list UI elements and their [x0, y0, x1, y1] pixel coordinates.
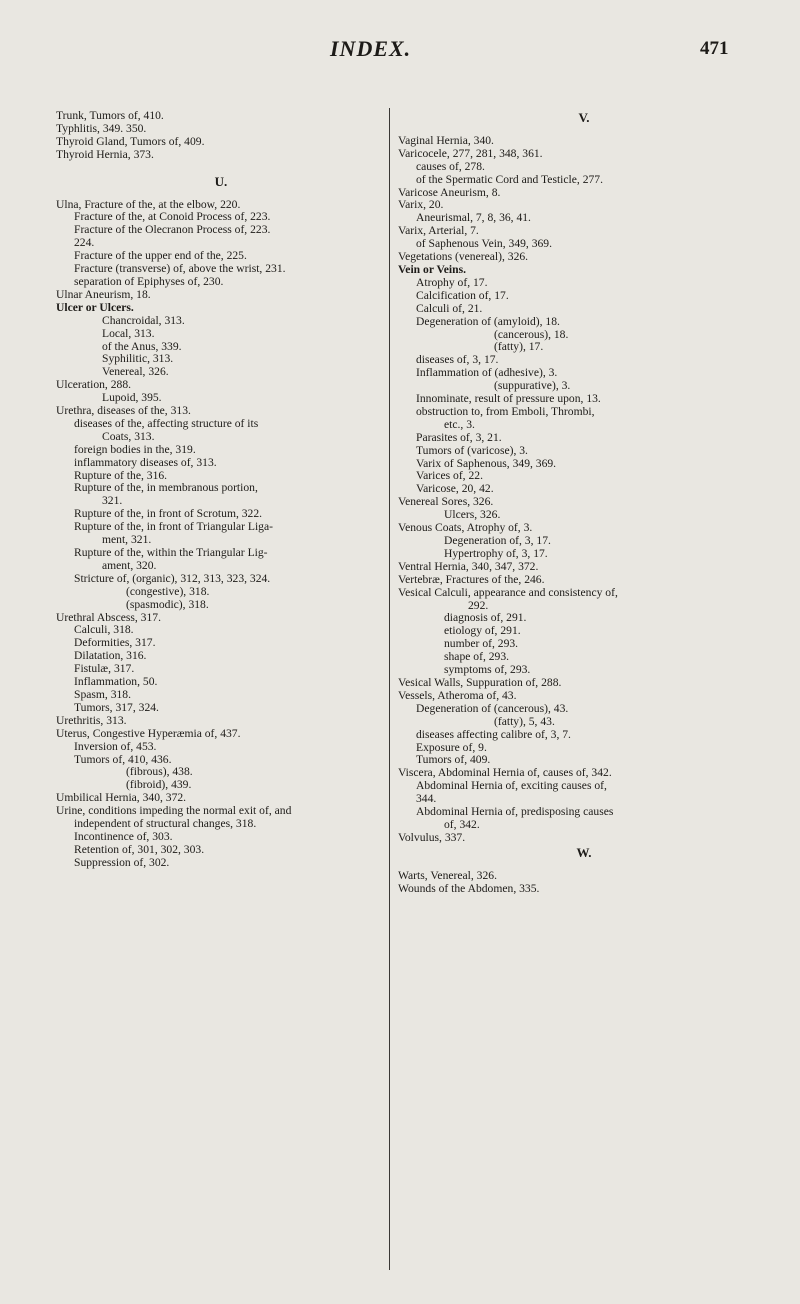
index-entry: etiology of, 291. [444, 624, 521, 638]
index-entry: of, 342. [444, 817, 480, 831]
index-entry: Venereal Sores, 326. [398, 495, 494, 509]
index-entry: Lupoid, 395. [102, 391, 162, 405]
index-entry: Rupture of the, in membranous portion, [74, 481, 258, 495]
index-entry: Volvulus, 337. [398, 830, 466, 844]
index-entry: Degeneration of, 3, 17. [444, 534, 551, 547]
index-entry: Calculi, 318. [74, 623, 134, 637]
index-entry: (spasmodic), 318. [126, 597, 209, 611]
index-entry: Vessels, Atheroma of, 43. [398, 688, 517, 702]
section-letter: U. [214, 173, 228, 189]
index-entry: Viscera, Abdominal Hernia of, causes of, 342. [398, 766, 612, 780]
index-entry: Degeneration of (cancerous), 43. [416, 701, 569, 715]
index-entry: (fibroid), 439. [126, 778, 192, 792]
index-entry: Fracture (transverse) of, above the wrist, 231. [74, 262, 286, 276]
index-entry: Retention of, 301, 302, 303. [74, 842, 205, 856]
index-entry: Varicose Aneurism, 8. [398, 185, 501, 199]
index-entry: Tumors of, 409. [416, 753, 491, 767]
index-entry: Abdominal Hernia of, predisposing causes [416, 805, 614, 819]
index-entry: Typhlitis, 349. 350. [56, 121, 147, 135]
index-entry: diseases of the, affecting structure of its [74, 416, 259, 430]
index-entry: etc., 3. [444, 417, 475, 431]
index-entry: Inflammation of (adhesive), 3. [416, 366, 558, 380]
index-entry: diagnosis of, 291. [444, 611, 527, 625]
index-entry: Innominate, result of pressure upon, 13. [416, 392, 601, 406]
index-entry: Parasites of, 3, 21. [416, 430, 502, 444]
index-entry: Varix of Saphenous, 349, 369. [416, 456, 557, 470]
right-column [398, 110, 770, 895]
column-divider [389, 108, 390, 1270]
index-entry: Calculi of, 21. [416, 301, 483, 315]
index-entry: Vesical Walls, Suppuration of, 288. [398, 675, 562, 689]
index-entry: Rupture of the, 316. [74, 468, 168, 482]
index-entry: Calcification of, 17. [416, 288, 509, 302]
index-entry: Warts, Venereal, 326. [398, 868, 497, 882]
index-entry: 292. [468, 598, 489, 612]
index-entry: Thyroid Gland, Tumors of, 409. [56, 134, 205, 148]
section-letter: V. [578, 110, 590, 125]
index-entry: Incontinence of, 303. [74, 829, 173, 843]
left-column [56, 110, 386, 870]
index-entry: Hypertrophy of, 3, 17. [444, 546, 548, 560]
index-entry: Vegetations (venereal), 326. [398, 250, 529, 264]
index-entry: Fracture of the, at Conoid Process of, 223. [74, 210, 271, 224]
index-entry: Ulceration, 288. [56, 378, 132, 392]
index-entry: Local, 313. [102, 326, 155, 340]
index-entry: Ulcers, 326. [444, 508, 501, 522]
index-entry: Vertebræ, Fractures of the, 246. [398, 572, 545, 586]
index-entry: Urethritis, 313. [56, 713, 127, 727]
index-entry: ment, 321. [102, 533, 152, 547]
index-entry: 321. [102, 494, 123, 508]
index-entry: (fibrous), 438. [126, 765, 193, 779]
index-entry: of Saphenous Vein, 349, 369. [416, 237, 553, 251]
index-entry: of the Anus, 339. [102, 339, 182, 353]
index-entry: Wounds of the Abdomen, 335. [398, 881, 540, 895]
index-entry: 344. [416, 792, 437, 806]
index-entry: Vaginal Hernia, 340. [398, 133, 494, 147]
index-entry: Venereal, 326. [102, 365, 169, 379]
index-entry: foreign bodies in the, 319. [74, 442, 196, 456]
index-entry: Suppression of, 302. [74, 855, 170, 869]
index-entry: (fatty), 5, 43. [494, 714, 555, 728]
index-entry: causes of, 278. [416, 159, 485, 173]
index-entry: Inflammation, 50. [74, 675, 158, 689]
page-number: 471 [700, 38, 729, 59]
index-entry: Varix, 20. [398, 198, 444, 212]
index-entry: Ulcer or Ulcers. [56, 300, 134, 314]
index-entry: Ventral Hernia, 340, 347, 372. [398, 559, 539, 573]
index-entry: Abdominal Hernia of, exciting causes of, [416, 779, 607, 793]
index-entry: Fistulæ, 317. [74, 662, 135, 676]
index-entry: Deformities, 317. [74, 636, 156, 650]
index-entry: symptoms of, 293. [444, 663, 531, 677]
index-entry: Spasm, 318. [74, 687, 132, 701]
index-entry: Urine, conditions impeding the normal exit of, and [56, 804, 292, 818]
index-entry: Venous Coats, Atrophy of, 3. [398, 521, 533, 535]
index-entry: 224. [74, 236, 95, 250]
index-entry: Varicocele, 277, 281, 348, 361. [398, 146, 543, 160]
index-entry: Umbilical Hernia, 340, 372. [56, 791, 187, 805]
index-entry: Rupture of the, in front of Triangular Liga- [74, 520, 273, 534]
index-entry: Dilatation, 316. [74, 649, 147, 663]
index-entry: Tumors of (varicose), 3. [416, 443, 528, 457]
index-entry: ament, 320. [102, 558, 157, 572]
index-entry: inflammatory diseases of, 313. [74, 455, 217, 469]
index-entry: Inversion of, 453. [74, 739, 157, 753]
index-entry: Varix, Arterial, 7. [398, 224, 479, 238]
index-entry: (congestive), 318. [126, 584, 210, 598]
index-entry: Vein or Veins. [398, 262, 466, 276]
index-entry: Tumors of, 410, 436. [74, 752, 172, 766]
index-entry: Ulnar Aneurism, 18. [56, 287, 151, 301]
index-entry: Fracture of the upper end of the, 225. [74, 249, 247, 263]
index-entry: Tumors, 317, 324. [74, 700, 159, 714]
index-entry: Stricture of, (organic), 312, 313, 323, 324. [74, 571, 271, 585]
index-entry: Trunk, Tumors of, 410. [56, 109, 164, 122]
index-entry: Degeneration of (amyloid), 18. [416, 314, 560, 328]
index-entry: diseases of, 3, 17. [416, 353, 499, 367]
index-entry: Rupture of the, in front of Scrotum, 322. [74, 507, 263, 521]
index-entry: diseases affecting calibre of, 3, 7. [416, 727, 571, 741]
section-letter: W. [576, 844, 592, 860]
index-entry: Aneurismal, 7, 8, 36, 41. [416, 211, 531, 225]
index-entry: Syphilitic, 313. [102, 352, 174, 366]
index-entry: Atrophy of, 17. [416, 275, 488, 289]
index-entry: Urethra, diseases of the, 313. [56, 404, 191, 418]
index-entry: (fatty), 17. [494, 340, 544, 354]
index-entry: Rupture of the, within the Triangular Lig- [74, 546, 268, 559]
index-entry: Vesical Calculi, appearance and consistency of, [398, 585, 618, 599]
index-entry: Varicose, 20, 42. [416, 482, 494, 496]
index-entry: Chancroidal, 313. [102, 313, 185, 327]
index-entry: number of, 293. [444, 637, 519, 651]
index-entry: independent of structural changes, 318. [74, 817, 257, 831]
index-entry: (cancerous), 18. [494, 327, 569, 341]
index-entry: Thyroid Hernia, 373. [56, 147, 154, 161]
running-header: INDEX. [330, 36, 412, 61]
index-entry: shape of, 293. [444, 650, 510, 664]
index-entry: Urethral Abscess, 317. [56, 610, 161, 624]
index-entry: Ulna, Fracture of the, at the elbow, 220. [56, 197, 241, 211]
index-entry: separation of Epiphyses of, 230. [74, 274, 224, 288]
index-entry: (suppurative), 3. [494, 379, 571, 393]
index-entry: Coats, 313. [102, 429, 155, 443]
index-entry: obstruction to, from Emboli, Thrombi, [416, 404, 595, 418]
index-entry: Exposure of, 9. [416, 740, 487, 754]
index-entry: Varices of, 22. [416, 469, 483, 483]
index-entry: Fracture of the Olecranon Process of, 223. [74, 223, 271, 237]
index-entry: of the Spermatic Cord and Testicle, 277. [416, 172, 604, 186]
index-entry: Uterus, Congestive Hyperæmia of, 437. [56, 726, 241, 740]
